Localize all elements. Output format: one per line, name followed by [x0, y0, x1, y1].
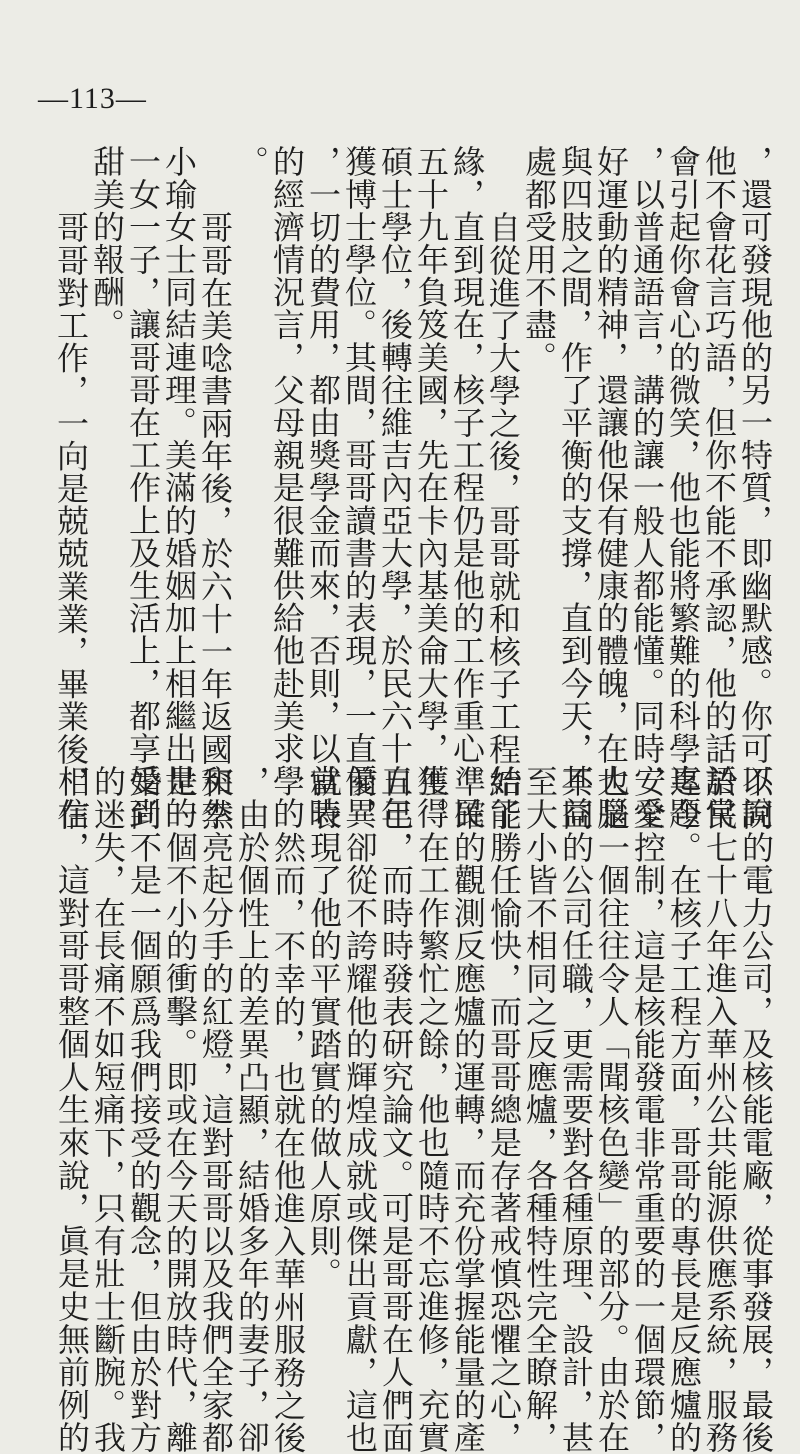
- text-column: 獲博士學位。其間，哥哥讀書的表現，一直優異: [340, 145, 378, 830]
- lower-text-block: [40, 765, 776, 1454]
- text-column: 是一個不小的衝擊。即或在今天的開放時代，離: [161, 765, 199, 1454]
- text-column: 處都受用不盡。: [520, 145, 558, 374]
- text-column: 相信，這對哥哥整個人生來說，眞是史無前例的: [53, 765, 91, 1454]
- text-column: 他不會花言巧語，但你不能不承認，他的話語常: [700, 145, 738, 830]
- text-column: 與四肢之間，作了平衡的支撐，直到今天，其益: [556, 145, 594, 830]
- text-column: 前，卻從不誇耀他的輝煌成就或傑出貢獻，這也: [341, 765, 379, 1454]
- text-column: 一女一子，讓哥哥在工作上及生活上，都享受到: [124, 145, 162, 830]
- text-column: 就表現了他的平實踏實的做人原則。: [305, 765, 343, 1290]
- text-column: 安全控制，這是核能發電非常重要的一個環節，: [629, 765, 667, 1454]
- text-column: 迄今。在核子工程方面，哥哥的專長是反應爐的: [665, 765, 703, 1454]
- text-column: 至大小皆不相同之反應爐，各種特性完全瞭解，: [521, 765, 559, 1454]
- text-column: 生。在工作繁忙之餘，他也隨時不忘進修，充實: [413, 765, 451, 1454]
- text-column: 會引起你會心的微笑，他也能將繁難的科學專題: [664, 145, 702, 830]
- text-column: ，還可發現他的另一特質，即幽默感。你可以說: [736, 145, 774, 830]
- text-column: 也是一個往往令人「聞核色變」的部分。由於在: [593, 765, 631, 1454]
- text-column: 哥哥對工作，一向是兢兢業業，畢業後，在: [52, 211, 90, 831]
- text-column: 自己，而時時發表研究論文。可是哥哥在人們面: [377, 765, 415, 1454]
- text-column: ，以普通語言，講的讓一般人都能懂。同時，愛: [628, 145, 666, 830]
- text-column: 五十九年負笈美國，先在卡內基美侖大學，獲得: [412, 145, 450, 830]
- text-column: 不同的公司任職，更需要對各種原理、設計，甚: [557, 765, 595, 1454]
- text-column: 準確的觀測反應爐的運轉，而充份掌握能量的產: [449, 765, 487, 1454]
- text-column: 。: [232, 145, 270, 178]
- text-column: 突然亮起分手的紅燈，這對哥哥以及我們全家都: [197, 765, 235, 1454]
- text-column: 不同的電力公司，及核能電廠，從事發展，最後: [737, 765, 775, 1454]
- text-column: ，由於個性上的差異凸顯，結婚多年的妻子，卻: [233, 765, 271, 1454]
- text-column: 甜美的報酬。: [88, 145, 126, 341]
- text-column: 於民七十八年進入華州公共能源供應系統，服務: [701, 765, 739, 1454]
- text-column: 好運動的精神，還讓他保有健康的體魄，在大腦: [592, 145, 630, 830]
- page-number: —113—: [38, 82, 147, 115]
- upper-text-block: [46, 145, 776, 831]
- text-column: 始能勝任愉快，而哥哥總是存著戒慎恐懼之心，: [485, 765, 523, 1454]
- text-column: 的迷失，在長痛不如短痛下，只有壯士斷腕。我: [89, 765, 127, 1454]
- text-column: 自從進了大學之後，哥哥就和核子工程結了: [484, 211, 522, 831]
- text-column: 然而，不幸的，也就在他進入華州服務之後: [269, 831, 307, 1454]
- text-column: 緣，直到現在，核子工程仍是他的工作重心。民: [448, 145, 486, 830]
- text-column: 小瑜女士同結連理。美滿的婚姻加上相繼出世的: [160, 145, 198, 830]
- text-column: 的經濟情況言，父母親是很難供給他赴美求學的: [268, 145, 306, 830]
- text-column: ，一切的費用，都由獎學金而來，否則，以當時: [304, 145, 342, 830]
- text-column: 哥哥在美唸書兩年後，於六十一年返國和李: [196, 211, 234, 831]
- text-column: 婚尚不是一個願爲我們接受的觀念，但由於對方: [125, 765, 163, 1454]
- text-column: 碩士學位，後轉往維吉內亞大學，於民六十五年: [376, 145, 414, 830]
